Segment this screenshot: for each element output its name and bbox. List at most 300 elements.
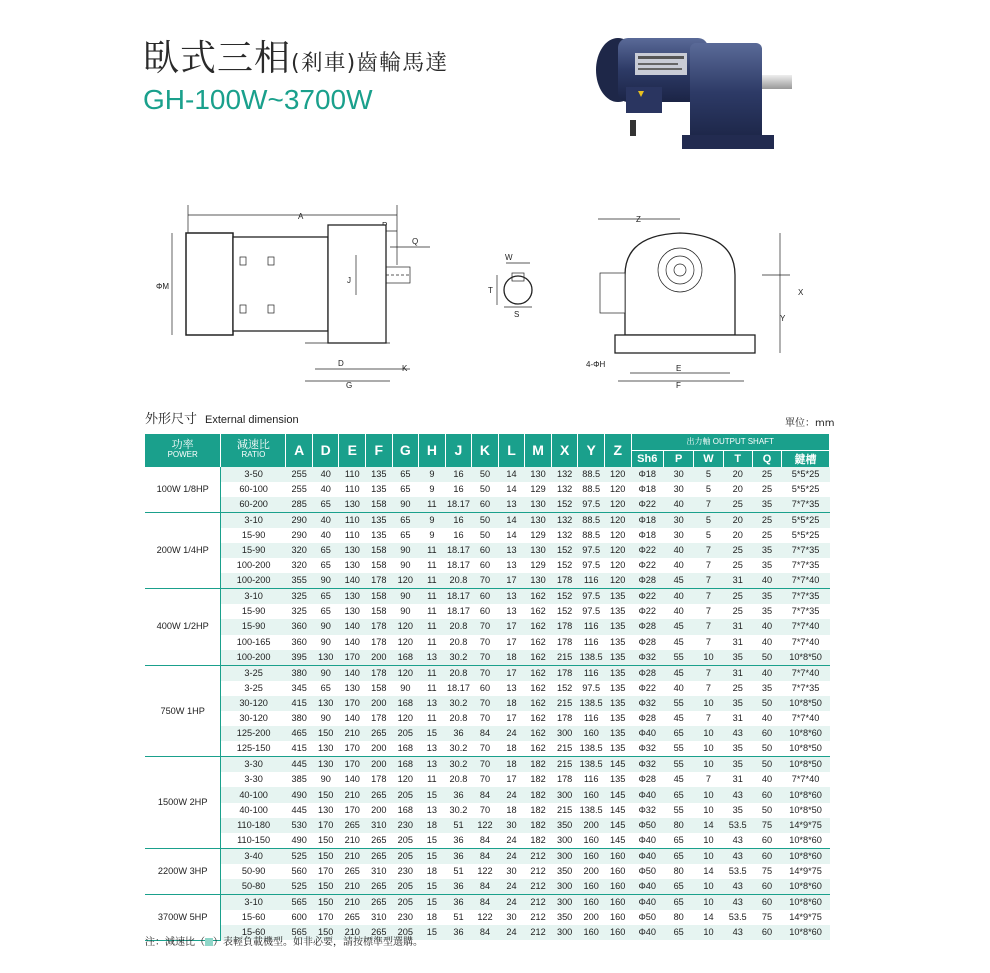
value-cell: 65 — [320, 606, 331, 617]
value-cell: 110 — [339, 467, 366, 482]
value-cell: 525 — [286, 879, 313, 895]
value-cell: 170 — [344, 804, 360, 815]
table-row — [145, 818, 830, 833]
value-cell: 205 — [397, 834, 414, 845]
svg-text:X: X — [798, 288, 804, 297]
value-cell: 5*5*25 — [791, 483, 820, 494]
value-cell: 35 — [752, 589, 781, 605]
value-cell: 84 — [472, 925, 499, 940]
value-cell: 162 — [525, 650, 552, 666]
value-cell: 140 — [339, 665, 366, 681]
value-cell: 120 — [397, 636, 414, 647]
value-cell: 50 — [479, 483, 491, 494]
power-cell: 200W 1/4HP — [145, 512, 221, 588]
value-cell: 162 — [530, 743, 546, 754]
value-cell: 14 — [703, 865, 714, 876]
value-cell: 120 — [604, 543, 631, 558]
ratio-cell: 3-10 — [221, 589, 286, 605]
value-cell: 110 — [339, 512, 366, 528]
value-cell: 145 — [604, 787, 631, 802]
value-cell: 170 — [318, 865, 334, 876]
value-cell: 445 — [291, 804, 307, 815]
table-row — [145, 879, 830, 895]
value-cell: 18.17 — [446, 560, 470, 571]
table-row — [145, 467, 830, 482]
value-cell: 60 — [472, 543, 499, 558]
value-cell: 31 — [732, 636, 743, 647]
header-col-k: K — [472, 434, 499, 467]
value-cell: 30 — [498, 818, 525, 833]
value-cell: 135 — [610, 636, 626, 647]
value-cell: 53.5 — [728, 865, 747, 876]
value-cell: 11 — [427, 682, 437, 693]
value-cell: 160 — [583, 834, 599, 845]
value-cell: 13 — [506, 560, 517, 571]
value-cell: 16 — [445, 512, 472, 528]
value-cell: 265 — [366, 895, 393, 911]
svg-text:D: D — [338, 359, 344, 368]
header-col-z: Z — [604, 434, 631, 467]
value-cell: 43 — [723, 879, 752, 895]
value-cell: 11 — [427, 560, 437, 571]
value-cell: 40 — [664, 589, 694, 605]
value-cell: 31 — [723, 619, 752, 634]
value-cell: 97.5 — [582, 560, 601, 571]
value-cell: 88.5 — [582, 483, 601, 494]
value-cell: 7 — [694, 543, 723, 558]
value-cell: Φ40 — [631, 925, 664, 940]
value-cell: 13 — [419, 757, 446, 773]
value-cell: 13 — [498, 543, 525, 558]
ratio-cell: 50-90 — [241, 865, 266, 876]
ratio-cell: 125-150 — [236, 743, 271, 754]
header-col-g: G — [392, 434, 419, 467]
value-cell: 130 — [339, 497, 366, 513]
value-cell: 31 — [732, 713, 743, 724]
value-cell: 7*7*35 — [791, 560, 820, 571]
value-cell: 70 — [472, 573, 499, 589]
value-cell: 5 — [694, 512, 723, 528]
value-cell: 200 — [371, 743, 387, 754]
svg-text:J: J — [347, 276, 351, 285]
value-cell: 18 — [426, 865, 438, 876]
value-cell: 152 — [556, 606, 573, 617]
value-cell: 45 — [664, 665, 694, 681]
value-cell: Φ32 — [638, 804, 657, 815]
value-cell: 138.5 — [579, 743, 603, 754]
table-body — [145, 467, 830, 941]
value-cell: 10*8*60 — [782, 895, 830, 911]
value-cell: 15 — [419, 879, 446, 895]
value-cell: 14 — [506, 483, 517, 494]
value-cell: 210 — [339, 787, 366, 802]
value-cell: 162 — [530, 713, 546, 724]
svg-text:W: W — [505, 253, 513, 262]
value-cell: 65 — [400, 529, 411, 540]
value-cell: 265 — [344, 865, 360, 876]
value-cell: 13 — [426, 743, 438, 754]
value-cell: 170 — [344, 743, 360, 754]
value-cell: 158 — [366, 497, 393, 513]
value-cell: 7*7*40 — [782, 619, 830, 634]
value-cell: 17 — [506, 713, 517, 724]
value-cell: 15 — [419, 925, 446, 940]
header-col-h: H — [419, 434, 446, 467]
value-cell: Φ40 — [631, 895, 664, 911]
value-cell: 5 — [705, 483, 712, 494]
value-cell: 20 — [732, 483, 743, 494]
value-cell: 18.17 — [445, 589, 472, 605]
value-cell: 145 — [610, 834, 626, 845]
value-cell: 65 — [320, 560, 331, 571]
value-cell: 380 — [291, 713, 307, 724]
value-cell: 120 — [604, 497, 631, 513]
value-cell: 122 — [477, 865, 493, 876]
value-cell: 40 — [320, 483, 331, 494]
value-cell: 5*5*25 — [782, 512, 830, 528]
value-cell: 310 — [371, 912, 387, 923]
value-cell: 130 — [525, 497, 552, 513]
value-cell: Φ18 — [631, 512, 664, 528]
value-cell: 160 — [604, 895, 631, 911]
value-cell: 50 — [752, 650, 781, 666]
value-cell: 290 — [286, 512, 313, 528]
value-cell: 35 — [723, 696, 752, 711]
value-cell: 40 — [664, 543, 694, 558]
value-cell: 84 — [472, 726, 499, 741]
table-row — [145, 482, 830, 497]
value-cell: 130 — [339, 589, 366, 605]
value-cell: 20 — [723, 467, 752, 482]
svg-text:K: K — [402, 364, 408, 373]
value-cell: 345 — [291, 682, 307, 693]
value-cell: 205 — [392, 895, 419, 911]
value-cell: 135 — [610, 713, 626, 724]
value-cell: 55 — [664, 757, 694, 773]
ratio-cell: 30-120 — [221, 696, 286, 711]
value-cell: 15 — [419, 787, 446, 802]
value-cell: 415 — [291, 743, 307, 754]
value-cell: 200 — [366, 696, 393, 711]
value-cell: 20.8 — [449, 713, 468, 724]
value-cell: 18 — [498, 757, 525, 773]
value-cell: 129 — [530, 483, 546, 494]
value-cell: 162 — [525, 726, 552, 741]
value-cell: 130 — [525, 573, 552, 589]
value-cell: 210 — [339, 895, 366, 911]
value-cell: 50 — [472, 512, 499, 528]
value-cell: 10 — [694, 895, 723, 911]
value-cell: 560 — [291, 865, 307, 876]
light-load-swatch — [205, 938, 213, 946]
value-cell: 50 — [472, 467, 499, 482]
value-cell: 10*8*60 — [782, 879, 830, 895]
value-cell: 265 — [366, 879, 393, 895]
value-cell: 565 — [286, 925, 313, 940]
value-cell: Φ18 — [638, 483, 657, 494]
value-cell: 230 — [397, 865, 414, 876]
value-cell: 215 — [556, 804, 573, 815]
value-cell: 395 — [286, 650, 313, 666]
value-cell: 160 — [578, 726, 605, 741]
table-row — [145, 681, 830, 696]
svg-text:ΦM: ΦM — [156, 282, 170, 291]
value-cell: 132 — [551, 512, 578, 528]
value-cell: 60 — [472, 589, 499, 605]
value-cell: 162 — [530, 636, 546, 647]
value-cell: 162 — [525, 696, 552, 711]
value-cell: 51 — [453, 912, 464, 923]
value-cell: 116 — [578, 573, 605, 589]
value-cell: 60 — [752, 895, 781, 911]
value-cell: 45 — [673, 774, 684, 785]
value-cell: 70 — [479, 774, 491, 785]
value-cell: 178 — [366, 665, 393, 681]
value-cell: 212 — [530, 912, 546, 923]
header-shaft-4: Q — [752, 450, 781, 467]
value-cell: 265 — [339, 818, 366, 833]
value-cell: 15 — [426, 834, 438, 845]
value-cell: 7 — [705, 606, 712, 617]
ratio-cell: 3-30 — [244, 774, 263, 785]
value-cell: 7*7*40 — [782, 665, 830, 681]
value-cell: 140 — [344, 774, 360, 785]
value-cell: 7 — [705, 713, 712, 724]
header-col-m: M — [525, 434, 552, 467]
value-cell: 150 — [312, 726, 339, 741]
ratio-cell: 110-150 — [237, 834, 271, 845]
value-cell: 5*5*25 — [782, 467, 830, 482]
value-cell: 5*5*25 — [791, 529, 820, 540]
page-title: 臥式三相(剎車)齒輪馬達 — [143, 38, 449, 79]
value-cell: 300 — [551, 879, 578, 895]
table-row — [145, 650, 830, 666]
value-cell: 25 — [723, 497, 752, 513]
header-shaft-1: P — [664, 450, 694, 467]
value-cell: 51 — [445, 818, 472, 833]
value-cell: 130 — [344, 560, 360, 571]
value-cell: 55 — [673, 743, 684, 754]
header-power: 功率 POWER — [145, 434, 221, 467]
value-cell: 11 — [427, 713, 437, 724]
value-cell: 13 — [419, 650, 446, 666]
value-cell: 130 — [339, 543, 366, 558]
value-cell: 212 — [525, 879, 552, 895]
value-cell: 132 — [551, 467, 578, 482]
table-row — [145, 619, 830, 634]
value-cell: 10 — [703, 834, 714, 845]
value-cell: 178 — [556, 713, 573, 724]
table-row — [145, 665, 830, 681]
value-cell: 18 — [419, 818, 446, 833]
value-cell: 7 — [705, 636, 712, 647]
table-row — [145, 895, 830, 911]
value-cell: 24 — [498, 879, 525, 895]
value-cell: 14 — [498, 512, 525, 528]
value-cell: 50 — [761, 743, 773, 754]
value-cell: 65 — [664, 879, 694, 895]
value-cell: 325 — [291, 606, 307, 617]
value-cell: 152 — [556, 682, 573, 693]
value-cell: 212 — [525, 895, 552, 911]
value-cell: 17 — [498, 573, 525, 589]
value-cell: 10 — [703, 804, 714, 815]
value-cell: 145 — [604, 757, 631, 773]
value-cell: 160 — [578, 787, 605, 802]
value-cell: 158 — [371, 682, 387, 693]
ratio-cell: 100-200 — [221, 573, 286, 589]
table-row — [145, 726, 830, 741]
value-cell: 35 — [761, 682, 773, 693]
value-cell: 30 — [664, 512, 694, 528]
value-cell: 90 — [320, 774, 331, 785]
value-cell: 60 — [752, 925, 781, 940]
value-cell: 10 — [694, 848, 723, 864]
ratio-cell: 40-100 — [239, 804, 268, 815]
value-cell: 65 — [664, 895, 694, 911]
value-cell: 300 — [551, 848, 578, 864]
value-cell: 18.17 — [445, 543, 472, 558]
table-row — [145, 528, 830, 543]
value-cell: 210 — [344, 834, 360, 845]
value-cell: 168 — [392, 757, 419, 773]
value-cell: Φ32 — [631, 757, 664, 773]
value-cell: 138.5 — [578, 757, 605, 773]
value-cell: 70 — [472, 650, 499, 666]
value-cell: 200 — [366, 650, 393, 666]
value-cell: 152 — [551, 543, 578, 558]
value-cell: 10 — [694, 925, 723, 940]
value-cell: 43 — [732, 834, 743, 845]
value-cell: Φ28 — [638, 713, 657, 724]
value-cell: 116 — [583, 713, 599, 724]
value-cell: 130 — [344, 682, 360, 693]
value-cell: 135 — [610, 682, 626, 693]
value-cell: 14*9*75 — [789, 912, 822, 923]
value-cell: 35 — [723, 757, 752, 773]
value-cell: 18 — [506, 804, 517, 815]
value-cell: 31 — [723, 573, 752, 589]
value-cell: 10*8*60 — [789, 834, 822, 845]
value-cell: 20 — [732, 529, 743, 540]
unit-label: 單位：mm — [785, 418, 835, 429]
value-cell: 130 — [312, 650, 339, 666]
value-cell: 530 — [286, 818, 313, 833]
header-output-shaft: 出力軸 OUTPUT SHAFT — [631, 434, 830, 450]
value-cell: 265 — [344, 912, 360, 923]
value-cell: 30 — [673, 483, 684, 494]
value-cell: 35 — [752, 497, 781, 513]
value-cell: 40 — [312, 467, 339, 482]
value-cell: 35 — [732, 804, 743, 815]
value-cell: 178 — [366, 619, 393, 634]
value-cell: 350 — [556, 912, 573, 923]
value-cell: 60 — [752, 787, 781, 802]
value-cell: Φ18 — [631, 467, 664, 482]
value-cell: 20.8 — [445, 619, 472, 634]
ratio-cell: 3-30 — [221, 757, 286, 773]
value-cell: 178 — [371, 713, 387, 724]
value-cell: 150 — [312, 879, 339, 895]
value-cell: 110 — [344, 529, 360, 540]
value-cell: 9 — [419, 512, 446, 528]
value-cell: 122 — [472, 818, 499, 833]
value-cell: 10*8*60 — [782, 726, 830, 741]
table-row — [145, 543, 830, 558]
value-cell: 135 — [604, 589, 631, 605]
value-cell: 55 — [673, 804, 684, 815]
value-cell: 24 — [498, 925, 525, 940]
header-shaft-5: 鍵槽 — [782, 450, 830, 467]
value-cell: 97.5 — [578, 543, 605, 558]
ratio-cell: 3-10 — [221, 895, 286, 911]
value-cell: 10*8*50 — [789, 804, 822, 815]
value-cell: 212 — [525, 925, 552, 940]
value-cell: 17 — [498, 665, 525, 681]
table-row — [145, 512, 830, 528]
value-cell: 116 — [583, 636, 599, 647]
value-cell: 84 — [472, 787, 499, 802]
value-cell: 70 — [472, 696, 499, 711]
value-cell: 16 — [453, 483, 464, 494]
value-cell: 55 — [664, 696, 694, 711]
value-cell: 140 — [344, 636, 360, 647]
value-cell: 130 — [318, 804, 334, 815]
footnote: 注：減速比（ ）表輕負載機型。如非必要，請按標準型選購。 — [145, 937, 423, 948]
value-cell: 10 — [694, 650, 723, 666]
value-cell: 90 — [312, 665, 339, 681]
svg-text:Q: Q — [412, 237, 419, 246]
value-cell: 70 — [479, 713, 491, 724]
value-cell: 135 — [371, 483, 387, 494]
value-cell: 160 — [578, 895, 605, 911]
value-cell: 7*7*40 — [791, 774, 820, 785]
value-cell: 168 — [397, 804, 414, 815]
value-cell: 135 — [366, 467, 393, 482]
table-row — [145, 573, 830, 589]
model-range: GH-100W~3700W — [143, 84, 373, 115]
value-cell: 11 — [419, 573, 446, 589]
value-cell: 110 — [344, 483, 360, 494]
value-cell: 53.5 — [728, 912, 747, 923]
table-header — [145, 434, 830, 467]
value-cell: 120 — [610, 560, 626, 571]
value-cell: 265 — [366, 726, 393, 741]
value-cell: 162 — [525, 589, 552, 605]
header-col-f: F — [366, 434, 393, 467]
value-cell: 130 — [312, 757, 339, 773]
value-cell: 40 — [664, 497, 694, 513]
dimension-drawings — [150, 195, 840, 395]
value-cell: 150 — [312, 925, 339, 940]
value-cell: Φ28 — [631, 573, 664, 589]
value-cell: Φ28 — [631, 619, 664, 634]
value-cell: 205 — [392, 879, 419, 895]
value-cell: 300 — [551, 787, 578, 802]
value-cell: 36 — [445, 726, 472, 741]
value-cell: 11 — [427, 606, 437, 617]
dimension-table — [145, 434, 830, 941]
value-cell: 30 — [664, 467, 694, 482]
value-cell: 178 — [556, 636, 573, 647]
value-cell: 200 — [583, 865, 599, 876]
value-cell: 7 — [705, 560, 712, 571]
value-cell: 31 — [723, 665, 752, 681]
value-cell: 10 — [694, 726, 723, 741]
value-cell: 50 — [761, 804, 773, 815]
value-cell: 65 — [392, 467, 419, 482]
header-shaft-0: Sh6 — [631, 450, 664, 467]
